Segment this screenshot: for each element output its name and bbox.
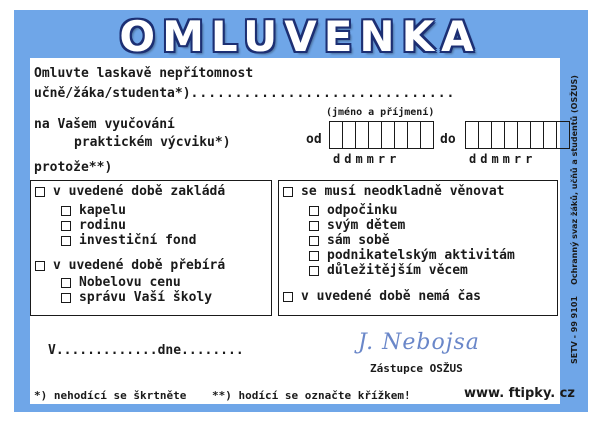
option-no-time[interactable]: v uvedené době nemá čas [283, 289, 481, 304]
option-school[interactable]: správu Vaší školy [61, 290, 212, 305]
because-label: protože**) [34, 160, 113, 175]
checkbox-icon[interactable] [61, 221, 71, 231]
side-caption [570, 60, 586, 380]
place-date-line[interactable]: V.............dne........ [48, 343, 244, 358]
option-must-devote[interactable]: se musí neodkladně věnovat [283, 184, 505, 199]
option-rest[interactable]: odpočinku [309, 203, 397, 218]
checkbox-icon[interactable] [309, 266, 319, 276]
option-founds[interactable]: v uvedené době zakládá [35, 184, 225, 199]
website[interactable]: www. ftipky. cz [464, 386, 575, 401]
checkbox-icon[interactable] [61, 206, 71, 216]
intro-line1: Omluvte laskavě nepřítomnost [34, 66, 254, 81]
checkbox-icon[interactable] [61, 278, 71, 288]
footnote-check: **) hodící se označte křížkem! [212, 389, 411, 402]
name-hint: (jméno a příjmení) [326, 107, 435, 118]
checkbox-icon[interactable] [283, 292, 293, 302]
option-nobel[interactable]: Nobelovu cenu [61, 275, 181, 290]
to-label: do [440, 132, 456, 147]
checkbox-icon[interactable] [309, 206, 319, 216]
side-code: SETV - 99 9101 [570, 296, 579, 365]
left-options-box [30, 180, 272, 316]
lesson-line1: na Vašem vyučování [34, 117, 175, 132]
to-date-format: ddmmrr [469, 152, 537, 166]
signature: J. Nebojsa [358, 330, 480, 355]
right-options-box [278, 180, 558, 316]
checkbox-icon[interactable] [283, 187, 293, 197]
from-label: od [306, 132, 322, 147]
option-band[interactable]: kapelu [61, 203, 126, 218]
card-title: OMLUVENKA [119, 12, 481, 61]
option-children[interactable]: svým dětem [309, 218, 405, 233]
footnote-strike: *) nehodící se škrtněte [34, 389, 187, 402]
checkbox-icon[interactable] [35, 261, 45, 271]
option-family[interactable]: rodinu [61, 218, 126, 233]
checkbox-icon[interactable] [309, 251, 319, 261]
checkbox-icon[interactable] [61, 236, 71, 246]
option-takes-over[interactable]: v uvedené době přebírá [35, 258, 225, 273]
checkbox-icon[interactable] [61, 293, 71, 303]
option-business[interactable]: podnikatelským aktivitám [309, 248, 515, 263]
lesson-line2: praktickém výcviku*) [74, 135, 231, 150]
name-dotted-field[interactable]: .............................. [190, 86, 456, 101]
option-himself[interactable]: sám sobě [309, 233, 390, 248]
side-text: Ochranný svaz žáků, učňů a studentů (OSŽUS) [570, 75, 579, 286]
checkbox-icon[interactable] [309, 236, 319, 246]
to-date-boxes[interactable] [465, 121, 569, 149]
signature-caption: Zástupce OSŽUS [370, 362, 463, 375]
from-date-format: ddmmrr [333, 152, 401, 166]
from-date-boxes[interactable] [329, 121, 433, 149]
intro-line2-text: učně/žáka/studenta*) [34, 86, 191, 101]
checkbox-icon[interactable] [309, 221, 319, 231]
intro-line2 [34, 86, 455, 101]
option-fund[interactable]: investiční fond [61, 233, 196, 248]
option-important[interactable]: důležitějším věcem [309, 263, 468, 278]
checkbox-icon[interactable] [35, 187, 45, 197]
